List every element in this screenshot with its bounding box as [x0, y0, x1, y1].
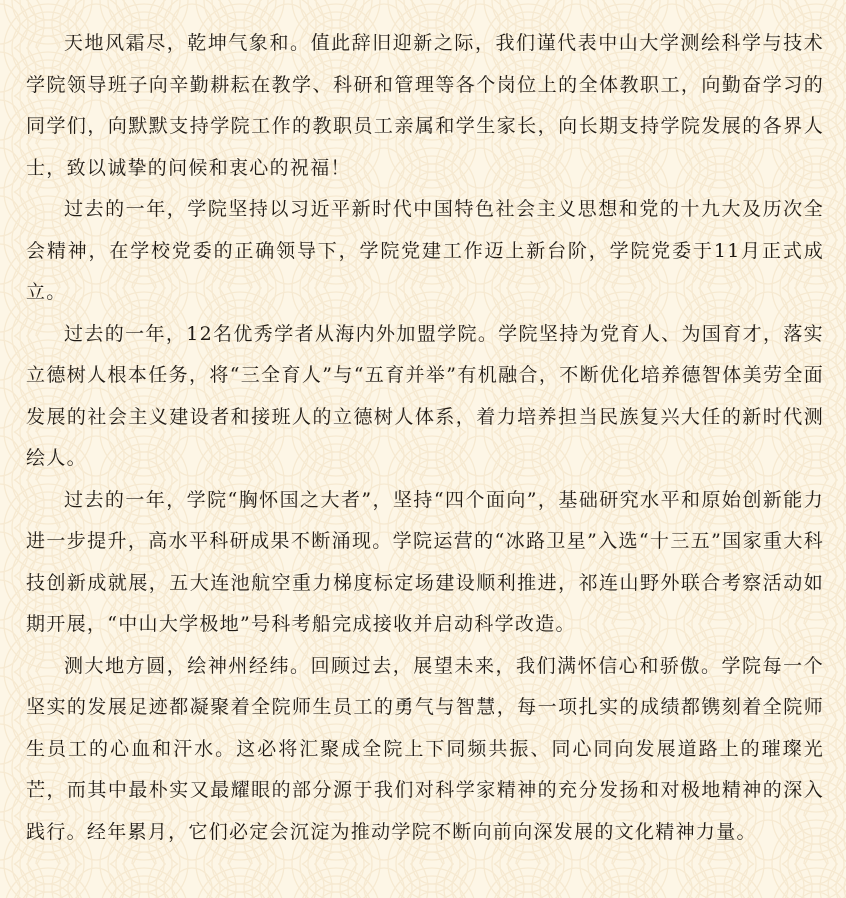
paragraph-party-building: 过去的一年，学院坚持以习近平新时代中国特色社会主义思想和党的十九大及历次全会精神，在学校党委的正确领导下，学院党建工作迈上新台阶，学院党委于11月正式成立。	[26, 198, 824, 303]
paragraph-greeting: 天地风霜尽，乾坤气象和。值此辞旧迎新之际，我们谨代表中山大学测绘科学与技术学院领导班子向辛勤耕耘在教学、科研和管理等各个岗位上的全体教职工，向勤奋学习的同学们，向默默支持学院工作的教职员工亲属和学生家长，向长期支持学院发展的各界人士，致以诚挚的问候和衷心的祝福！	[26, 32, 824, 179]
article-body	[26, 23, 824, 853]
paragraph-talent-education: 过去的一年，12名优秀学者从海内外加盟学院。学院坚持为党育人、为国育才，落实立德树人根本任务，将“三全育人”与“五育并举”有机融合，不断优化培养德智体美劳全面发展的社会主义建设者和接班人的立德树人体系，着力培养担当民族复兴大任的新时代测绘人。	[26, 322, 824, 469]
paragraph-research: 过去的一年，学院“胸怀国之大者”，坚持“四个面向”，基础研究水平和原始创新能力进一步提升，高水平科研成果不断涌现。学院运营的“冰路卫星”入选“十三五”国家重大科技创新成就展，五大连池航空重力梯度标定场建设顺利推进，祁连山野外联合考察活动如期开展，“中山大学极地”号科考船完成接收并启动科学改造。	[26, 488, 824, 635]
paragraph-outlook: 测大地方圆，绘神州经纬。回顾过去，展望未来，我们满怀信心和骄傲。学院每一个坚实的发展足迹都凝聚着全院师生员工的勇气与智慧，每一项扎实的成绩都镌刻着全院师生员工的心血和汗水。这必将汇聚成全院上下同频共振、同心同向发展道路上的璀璨光芒，而其中最朴实又最耀眼的部分源于我们对科学家精神的充分发扬和对极地精神的深入践行。经年累月，它们必定会沉淀为推动学院不断向前向深发展的文化精神力量。	[26, 654, 824, 843]
